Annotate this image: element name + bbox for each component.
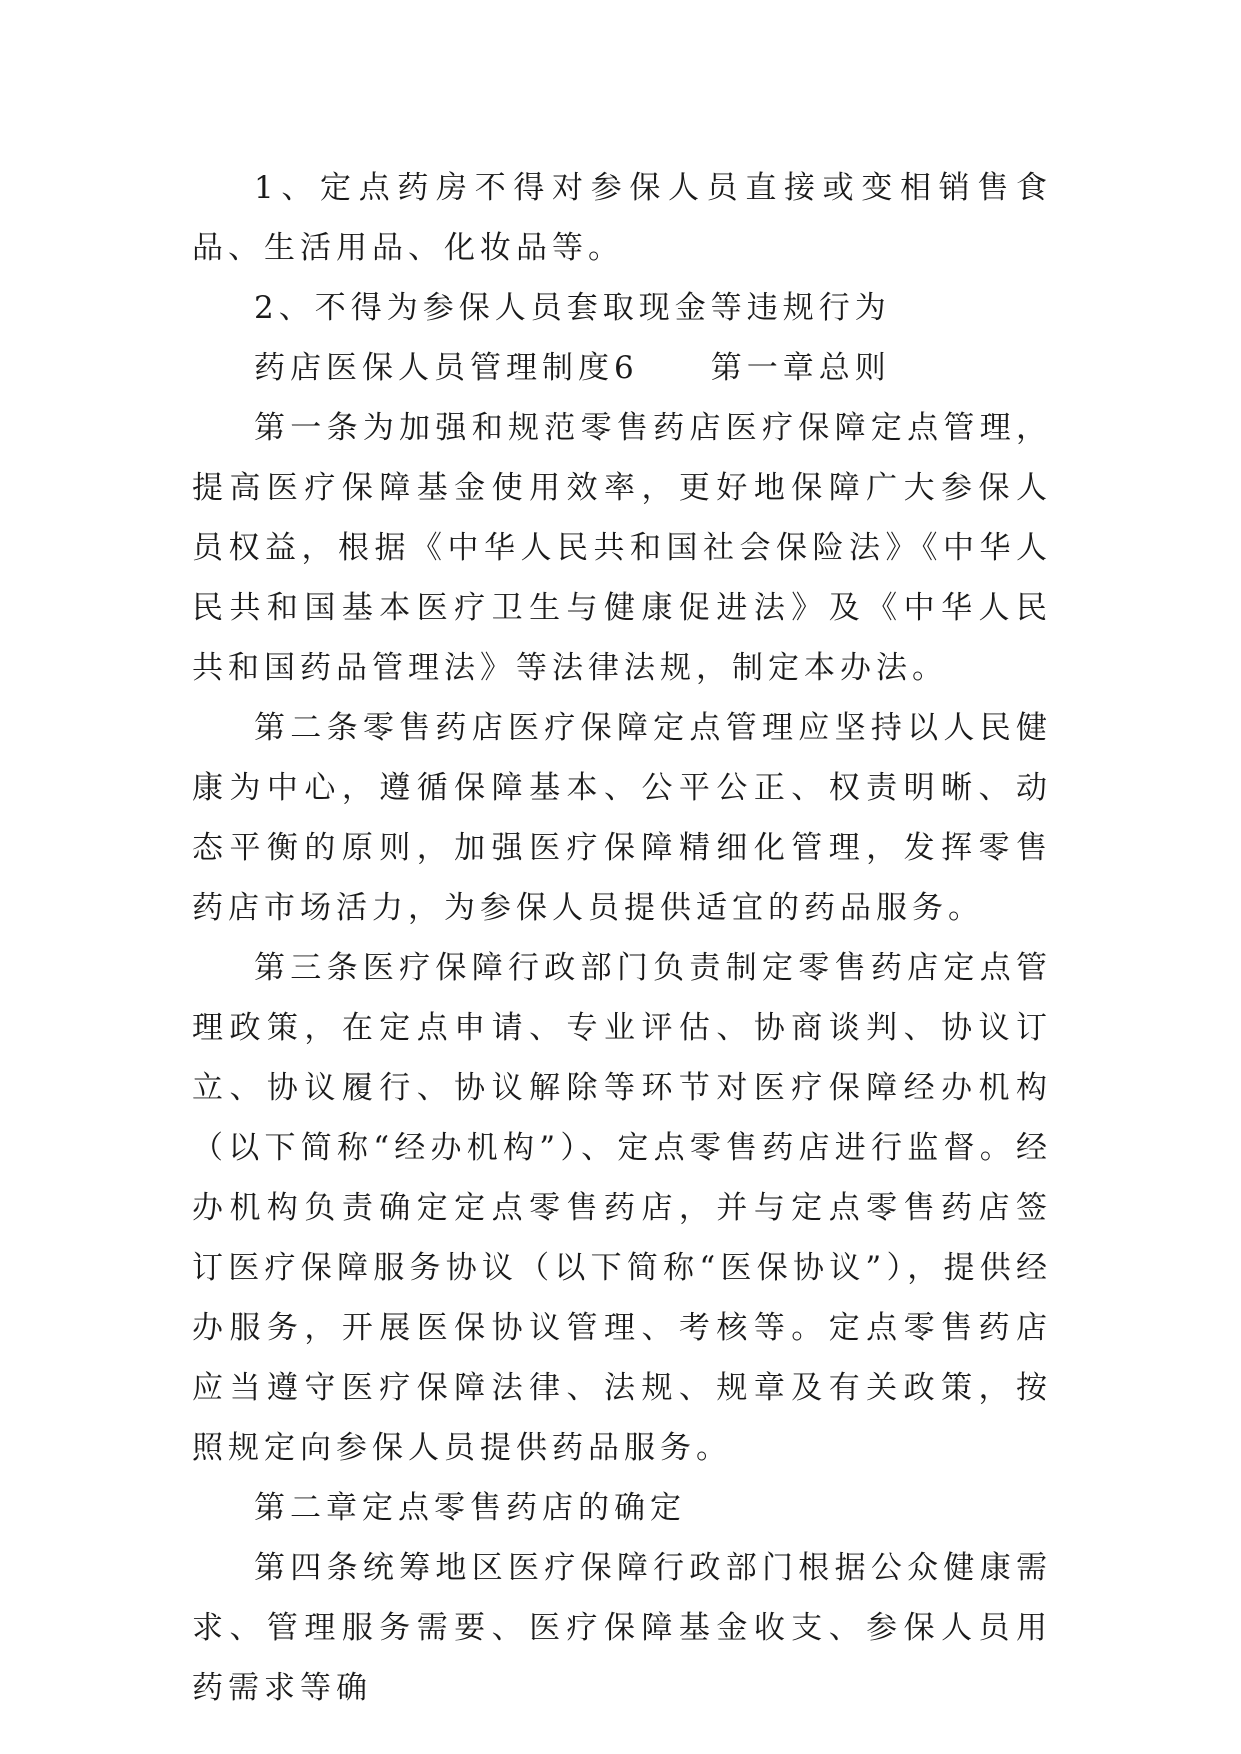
document-body — [192, 158, 1052, 1718]
paragraph-item-2: 2、不得为参保人员套取现金等违规行为 — [254, 290, 891, 326]
paragraph-article-4: 第四条统筹地区医疗保障行政部门根据公众健康需求、管理服务需要、医疗保障基金收支、参保人员用药需求等确 — [192, 1550, 1052, 1706]
paragraph-article-3: 第三条医疗保障行政部门负责制定零售药店定点管理政策，在定点申请、专业评估、协商谈判、协议订立、协议履行、协议解除等环节对医疗保障经办机构（以下简称“经办机构”）、定点零售药店进行监督。经办机构负责确定定点零售药店，并与定点零售药店签订医疗保障服务协议（以下简称“医保协议”），提供经办服务，开展医保协议管理、考核等。定点零售药店应当遵守医疗保障法律、法规、规章及有关政策，按照规定向参保人员提供药品服务。 — [192, 950, 1052, 1466]
paragraph-article-2: 第二条零售药店医疗保障定点管理应坚持以人民健康为中心，遵循保障基本、公平公正、权责明晰、动态平衡的原则，加强医疗保障精细化管理，发挥零售药店市场活力，为参保人员提供适宜的药品服务。 — [192, 710, 1052, 926]
paragraph-article-1: 第一条为加强和规范零售药店医疗保障定点管理，提高医疗保障基金使用效率，更好地保障广大参保人员权益，根据《中华人民共和国社会保险法》《中华人民共和国基本医疗卫生与健康促进法》及《中华人民共和国药品管理法》等法律法规，制定本办法。 — [192, 410, 1052, 686]
paragraph-heading-system: 药店医保人员管理制度6 第一章总则 — [254, 350, 891, 386]
chapter-heading-2: 第二章定点零售药店的确定 — [254, 1490, 686, 1526]
paragraph-item-1: 1、定点药房不得对参保人员直接或变相销售食品、生活用品、化妆品等。 — [192, 170, 1052, 266]
